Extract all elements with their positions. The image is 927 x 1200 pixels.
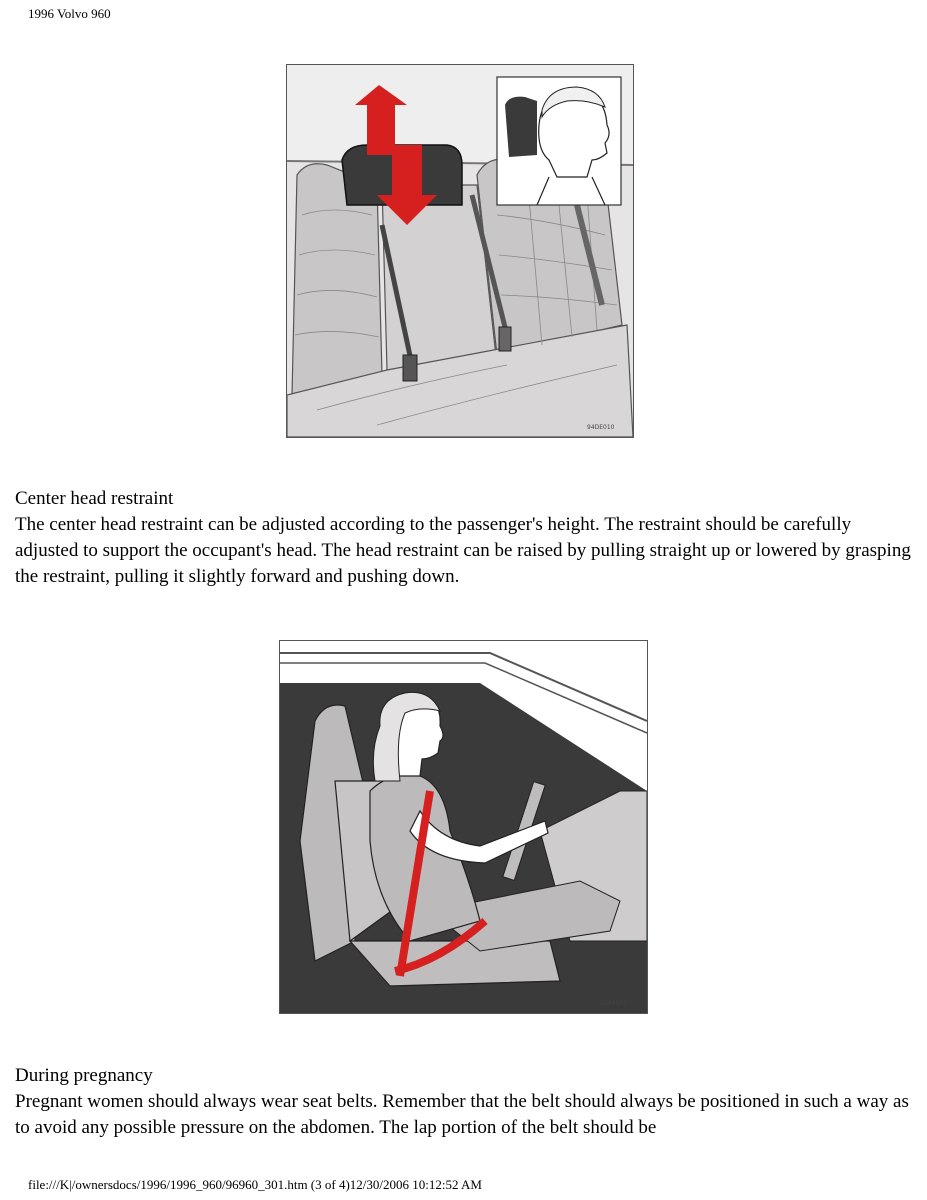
section-body: The center head restraint can be adjusted according to the passenger's height. The restraint should be carefully adjusted to support the occupant's head. The head restraint can be raised by pulling straight up or lowered by grasping the restraint, pulling it slightly forward and pushing down. — [15, 514, 911, 587]
section-body: Pregnant women should always wear seat belts. Remember that the belt should always be positioned in such a way as to avoid any possible pressure on the abdomen. The lap portion of the belt should be — [15, 1091, 909, 1138]
section-heading: During pregnancy — [15, 1065, 153, 1086]
page-header-title: 1996 Volvo 960 — [28, 6, 111, 21]
center-head-restraint-section — [15, 486, 915, 590]
pregnancy-seat-belt-illustration — [279, 640, 648, 1014]
figure-code-1: 94DE010 — [587, 424, 615, 431]
section-heading: Center head restraint — [15, 488, 174, 509]
page-footer-path: file:///K|/ownersdocs/1996/1996_960/96960_301.htm (3 of 4)12/30/2006 10:12:52 AM — [28, 1177, 482, 1192]
center-head-restraint-illustration — [286, 64, 634, 438]
during-pregnancy-section — [15, 1063, 915, 1141]
figure-code-2: 92A9050 — [600, 1000, 628, 1007]
